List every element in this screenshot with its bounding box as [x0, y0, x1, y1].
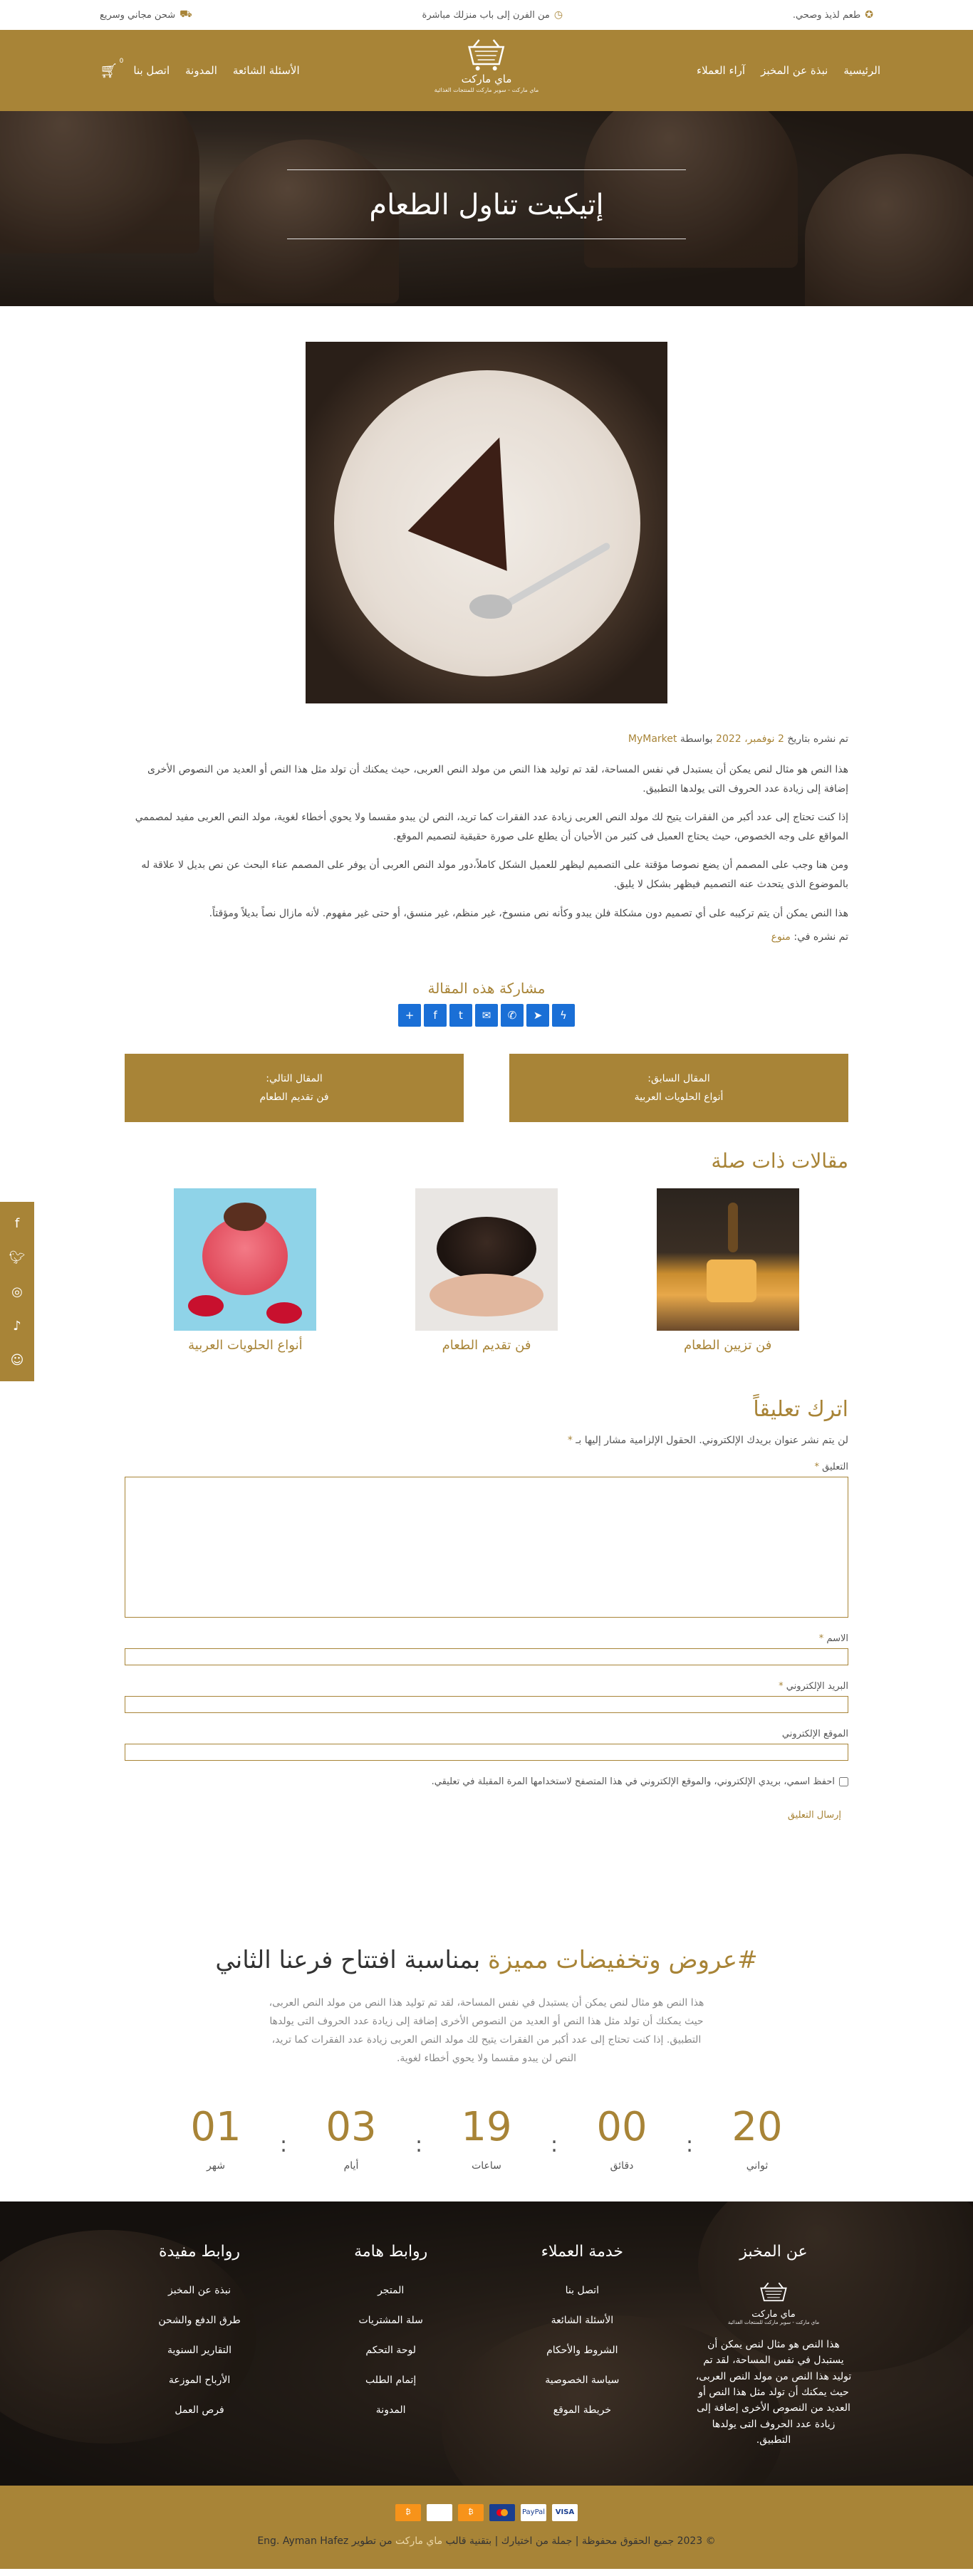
nav-about[interactable]: نبذة عن المخبز [761, 64, 828, 77]
tiktok-icon[interactable]: ♪ [13, 1318, 21, 1334]
whatsapp-icon[interactable]: ✆ [501, 1004, 524, 1027]
visa-icon: VISA [552, 2504, 578, 2521]
prev-label: المقال السابق: [647, 1073, 710, 1085]
topbar-item-taste [793, 9, 873, 21]
post-meta [125, 733, 848, 745]
divider [287, 169, 686, 170]
footer-useful [121, 2243, 278, 2449]
nav-blog[interactable]: المدونة [185, 64, 217, 77]
mastercard-icon [489, 2504, 515, 2521]
article-paragraph: هذا النص يمكن أن يتم تركيبه على أي تصميم دون مشكلة فلن يبدو وكأنه نص منسوخ، غير منظم، غير منسق، أو حتى غير مفهوم. لأنه مازال نصاً بديلاً ومؤقتاً. [209, 907, 848, 919]
star-icon: ✪ [865, 9, 873, 21]
footer-link[interactable]: سياسة الخصوصية [545, 2374, 620, 2386]
page-hero [0, 111, 973, 306]
countdown-days: 03 أيام [326, 2103, 377, 2172]
save-info-checkbox[interactable] [839, 1777, 848, 1786]
countdown-minutes: 00 دقائق [596, 2103, 647, 2172]
copyright-text: © 2023 جميع الحقوق محفوظة | جملة من اختيارك | بتقنية قالب [445, 2535, 716, 2547]
related-post-title: أنواع الحلويات العربية [188, 1338, 303, 1354]
offers-text: هذا النص هو مثال لنص يمكن أن يستبدل في نفس المساحة، لقد تم توليد هذا النص من مولد النص العربى، حيث يمكنك أن تولد مثل هذا النص أو العديد من النصوص الأخرى إضافة إلى زيادة عدد الحروف التى يولدها التطبيق. إذا كنت تحتاج إلى عدد أكبر من الفقرات يتيح لك مولد النص العربى زيادة عدد الفقرات كما تريد، النص لن يبدو مقسما ولا يحوي أخطاء لغوية. [269, 1997, 704, 2064]
footer-service-title: خدمة العملاء [541, 2242, 624, 2261]
offers-section [0, 1825, 973, 2172]
footer-link[interactable]: اتصل بنا [565, 2284, 600, 2296]
related-post-image [174, 1188, 316, 1331]
next-post-link[interactable] [125, 1054, 464, 1122]
footer-link[interactable]: الأرباح الموزعة [168, 2374, 231, 2386]
comment-note-text: لن يتم نشر عنوان بريدك الإلكتروني. الحقول الإلزامية مشار إليها بـ [576, 1435, 848, 1447]
basket-logo-icon [758, 2281, 789, 2306]
footer-about-text: هذا النص هو مثال لنص يمكن أن يستبدل في نفس المساحة، لقد تم توليد هذا النص من مولد النص العربى، حيث يمكنك أن تولد مثل هذا النص أو العديد من النصوص الأخرى إضافة إلى زيادة عدد الحروف التى يولدها التطبيق. [695, 2338, 852, 2446]
email-icon[interactable]: ✉ [475, 1004, 498, 1027]
meta-date[interactable]: 2 نوفمبر، 2022 [716, 733, 784, 745]
nav-home[interactable]: الرئيسية [843, 64, 880, 77]
related-post-title: فن تزيين الطعام [683, 1338, 772, 1354]
nav-reviews[interactable]: آراء العملاء [697, 64, 746, 77]
footer-logo-name: ماي ماركت [751, 2308, 796, 2320]
topbar-item-oven [422, 9, 563, 21]
messenger-icon[interactable]: ϟ [552, 1004, 575, 1027]
countdown-hours: 19 ساعات [461, 2103, 512, 2172]
footer-link[interactable]: المدونة [375, 2404, 406, 2416]
meta-author[interactable]: MyMarket [628, 733, 677, 745]
save-info-row [125, 1776, 848, 1787]
footer-link[interactable]: لوحة التحكم [365, 2344, 416, 2356]
post-navigation [125, 1054, 848, 1122]
related-post-card[interactable] [657, 1188, 799, 1353]
facebook-icon[interactable]: f [14, 1215, 20, 1231]
site-footer [0, 2201, 973, 2486]
previous-post-link[interactable] [509, 1054, 848, 1122]
comment-form [125, 1397, 848, 1825]
related-post-card[interactable] [174, 1188, 316, 1353]
related-post-title: فن تقديم الطعام [442, 1338, 531, 1354]
email-input[interactable] [125, 1696, 848, 1713]
countdown-months: 01 شهر [190, 2103, 241, 2172]
clock-icon: ◷ [553, 9, 563, 21]
cart-icon: 🛒︎ [100, 62, 118, 79]
related-post-card[interactable] [415, 1188, 558, 1353]
offers-title-rest: بمناسبة افتتاح فرعنا الثاني [215, 1946, 481, 1975]
article-paragraph: ومن هنا وجب على المصمم أن يضع نصوصا مؤقتة على التصميم ليظهر للعميل الشكل كاملاً،دور مولد النص العربى أن يوفر على المصمم عناء البحث عن نص بديل لا علاقة له بالموضوع الذى يتحدث عنه التصميم فيظهر بشكل لا يليق. [141, 859, 848, 890]
hero-title-block [287, 169, 686, 239]
footer-useful-title: روابط مفيدة [159, 2242, 241, 2261]
basket-logo-icon [465, 37, 508, 71]
website-label: الموقع الإلكتروني [781, 1729, 848, 1740]
name-label: الاسم * [818, 1633, 848, 1645]
related-post-image [657, 1188, 799, 1331]
save-info-label: احفظ اسمي، بريدي الإلكتروني، والموقع الإلكتروني في هذا المتصفح لاستخدامها المرة المقبلة في تعليقي. [431, 1776, 835, 1788]
footer-link[interactable]: فرص العمل [175, 2404, 224, 2416]
cart-count: 0 [119, 58, 124, 65]
related-post-image [415, 1188, 558, 1331]
category-label: تم نشره في: [794, 931, 848, 943]
site-logo[interactable] [435, 37, 539, 93]
footer-link[interactable]: إتمام الطلب [365, 2374, 417, 2386]
share-title: مشاركة هذه المقالة [427, 980, 546, 998]
social-sidebar [0, 1202, 34, 1381]
twitter-icon[interactable]: t [449, 1004, 472, 1027]
instagram-icon[interactable]: ◎ [11, 1284, 23, 1299]
footer-link[interactable]: نبذة عن المخبز [168, 2284, 231, 2296]
copyright [0, 2535, 973, 2547]
snapchat-icon[interactable]: ☺ [10, 1352, 24, 1368]
bitcoin-icon: ₿ [395, 2504, 421, 2521]
category-link[interactable]: منوع [771, 931, 791, 943]
prev-title: أنواع الحلويات العربية [634, 1091, 724, 1104]
article-paragraph: إذا كنت تحتاج إلى عدد أكبر من الفقرات يتيح لك مولد النص العربى زيادة عدد الفقرات كما تريد، النص لن يبدو مقسما ولا يحوي أخطاء لغوية، مولد النص العربى مفيد لمصممي المواقع على وجه الخصوص، حيث يحتاج العميل فى كثير من الأحيان أن يطلع على صورة حقيقية لتصميم الموقع. [135, 812, 848, 842]
bitcoin-icon: ₿ [458, 2504, 484, 2521]
nav-faq[interactable]: الأسئلة الشائعة [232, 64, 300, 77]
footer-link[interactable]: الشروط والأحكام [546, 2344, 618, 2356]
featured-image [306, 342, 667, 703]
telegram-icon[interactable]: ➤ [526, 1004, 549, 1027]
footer-link[interactable]: طرق الدفع والشحن [158, 2314, 241, 2326]
related-posts [125, 1149, 848, 1353]
article-paragraph: هذا النص هو مثال لنص يمكن أن يستبدل في نفس المساحة، لقد تم توليد هذا النص من مولد النص العربى، حيث يمكنك أن تولد مثل هذا النص أو العديد من النصوص الأخرى إضافة إلى زيادة عدد الحروف التى يولدها التطبيق. [147, 764, 848, 795]
comment-label: التعليق * [814, 1462, 848, 1473]
topbar-shipping-text: شحن مجاني وسريع [100, 9, 176, 21]
logo-name: ماي ماركت [461, 73, 512, 85]
topbar-item-shipping [100, 9, 192, 21]
footer-logo-tagline: ماي ماركت - سوبر ماركت للمنتجات الغذائية [727, 2319, 820, 2325]
footer-link[interactable]: المتجر [378, 2284, 405, 2296]
twitter-icon[interactable]: 🐦︎ [9, 1250, 26, 1265]
nav-contact[interactable]: اتصل بنا [133, 64, 170, 77]
facebook-icon[interactable]: f [424, 1004, 447, 1027]
share-plus-icon[interactable]: + [398, 1004, 421, 1027]
main-nav-left [93, 58, 300, 79]
countdown-timer: 20 ثواني : 00 دقائق : 19 ساعات : 03 أيام : 01 شهر [0, 2104, 973, 2172]
payment-methods [0, 2504, 973, 2521]
main-nav-right [697, 64, 880, 77]
email-label: البريد الإلكتروني * [779, 1681, 848, 1692]
page-title: إتيكيت تناول الطعام [369, 189, 604, 221]
cart-button[interactable] [100, 58, 124, 79]
name-input[interactable] [125, 1648, 848, 1665]
apple-pay-icon [427, 2504, 452, 2521]
share-buttons [125, 1004, 848, 1027]
submit-comment-button[interactable]: إرسال التعليق [787, 1810, 841, 1821]
bottom-bar [0, 2486, 973, 2569]
footer-logo [695, 2281, 852, 2325]
footer-link[interactable]: خريطة الموقع [553, 2404, 612, 2416]
footer-important-title: روابط هامة [354, 2242, 428, 2261]
top-bar [0, 0, 973, 30]
footer-service [504, 2243, 660, 2449]
countdown-seconds: 20 ثواني [732, 2103, 783, 2172]
footer-link[interactable]: التقارير السنوية [167, 2344, 232, 2356]
developer-link[interactable]: Eng. Ayman Hafez [257, 2535, 349, 2547]
next-title: فن تقديم الطعام [259, 1091, 329, 1104]
related-title: مقالات ذات صلة [711, 1149, 848, 1173]
topbar-oven-text: من الفرن إلى باب منزلك مباشرة [422, 9, 550, 21]
truck-icon: ⛟ [179, 9, 192, 20]
footer-link[interactable]: الأسئلة الشائعة [551, 2314, 614, 2326]
footer-link[interactable]: سلة المشتريات [358, 2314, 423, 2326]
meta-prefix: تم نشره بتاريخ [787, 733, 848, 745]
required-mark: * [567, 1435, 573, 1447]
footer-important [313, 2243, 469, 2449]
comment-title: اترك تعليقاً [753, 1397, 848, 1423]
comment-note [125, 1435, 848, 1446]
website-input[interactable] [125, 1744, 848, 1761]
main-header [0, 30, 973, 111]
meta-by: بواسطة [680, 733, 713, 745]
comment-textarea[interactable] [125, 1477, 848, 1618]
paypal-icon: PayPal [521, 2504, 546, 2521]
post-category [125, 931, 848, 943]
logo-tagline: ماي ماركت - سوبر ماركت للمنتجات الغذائية [434, 87, 539, 93]
footer-about-title: عن المخبز [739, 2242, 808, 2261]
offers-title [0, 1946, 973, 1974]
topbar-taste-text: طعم لذيذ وصحي. [792, 9, 861, 21]
copyright-by: من تطوير [351, 2535, 392, 2547]
share-section [125, 980, 848, 1027]
article [125, 306, 848, 1825]
copyright-brand-link[interactable]: ماي ماركت [395, 2535, 443, 2547]
offers-title-highlight: #عروض وتخفيضات مميزة [488, 1946, 758, 1975]
footer-about [695, 2243, 852, 2449]
next-label: المقال التالي: [266, 1073, 323, 1085]
